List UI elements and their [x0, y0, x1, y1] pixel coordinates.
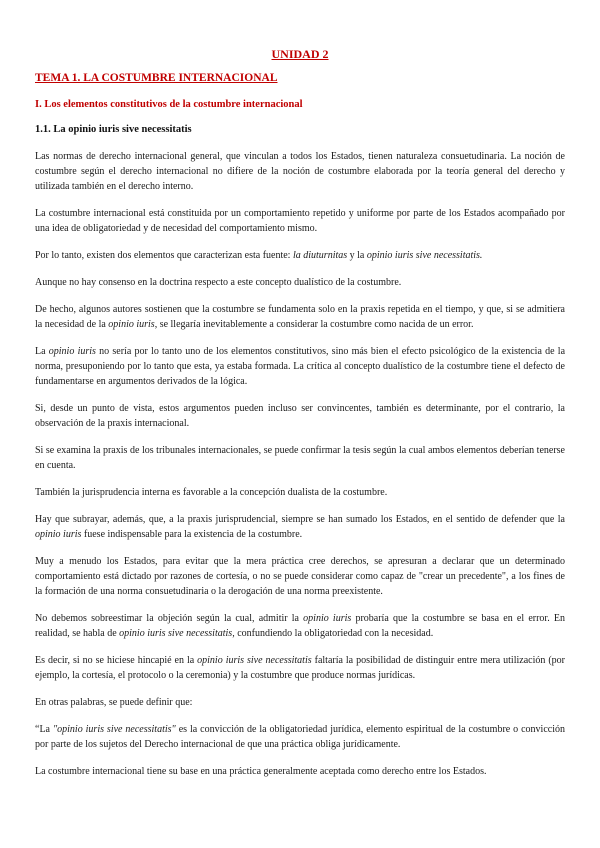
- section-title: I. Los elementos constitutivos de la costumbre internacional: [35, 99, 303, 110]
- paragraph-2: La costumbre internacional está constituida por un comportamiento repetido y uniforme por parte de los Estados acompañado por una idea de obligatoriedad y de necesidad del comportamiento mismo.: [35, 208, 565, 234]
- subsection-title: 1.1. La opinio iuris sive necessitatis: [35, 124, 192, 135]
- paragraph-5: De hecho, algunos autores sostienen que la costumbre se fundamenta solo en la praxis repetida en el tiempo, y que, si se admitiera la necesidad de la opinio iuris, se llegaría inevitablemente a considerar la costumbre como nacida de un error.: [35, 304, 565, 330]
- topic-title: TEMA 1. LA COSTUMBRE INTERNACIONAL: [35, 72, 278, 84]
- paragraph-16: La costumbre internacional tiene su base en una práctica generalmente aceptada como derecho entre los Estados.: [35, 766, 487, 777]
- paragraph-3: Por lo tanto, existen dos elementos que caracterizan esta fuente: la diuturnitas y la opinio iuris sive necessitatis.: [35, 250, 483, 261]
- paragraph-15: “La "opinio iuris sive necessitatis" es la convicción de la obligatoriedad jurídica, elemento espiritual de la costumbre o convicción por parte de los sujetos del Derecho internacional de que una práctica obliga jurídicamente.: [35, 724, 565, 750]
- unit-title: UNIDAD 2: [271, 47, 329, 61]
- document-body: [35, 149, 565, 791]
- paragraph-10: Hay que subrayar, además, que, a la praxis jurisprudencial, siempre se han sumado los Estados, en el sentido de defender que la opinio iuris fuese indispensable para la existencia de la costumbre.: [35, 514, 565, 540]
- paragraph-7: Si, desde un punto de vista, estos argumentos pueden incluso ser convincentes, también es determinante, por el contrario, la observación de la praxis internacional.: [35, 403, 565, 429]
- paragraph-9: También la jurisprudencia interna es favorable a la concepción dualista de la costumbre.: [35, 487, 388, 498]
- paragraph-12: No debemos sobreestimar la objeción según la cual, admitir la opinio iuris probaría que la costumbre se basa en el error. En realidad, se habla de opinio iuris sive necessitatis, confundiendo la obligatoriedad con la necesidad.: [35, 613, 565, 639]
- paragraph-8: Si se examina la praxis de los tribunales internacionales, se puede confirmar la tesis según la cual ambos elementos deberían tenerse en cuenta.: [35, 445, 565, 471]
- paragraph-6: La opinio iuris no sería por lo tanto uno de los elementos constitutivos, sino más bien el efecto psicológico de la existencia de la norma, presuponiendo por lo tanto que esta, ya estaba formada. La crítica al concepto dualístico de la costumbre tiene el defecto de fundamentarse en argumentos derivados de la lógica.: [35, 346, 566, 387]
- paragraph-14: En otras palabras, se puede definir que:: [35, 697, 193, 708]
- paragraph-11: Muy a menudo los Estados, para evitar que la mera práctica cree derechos, se apresuran a declarar que un determinado comportamiento está dictado por razones de cortesía, o no se puede considerar como capaz de "crear un precedente", a los fines de la formación de una norma consuetudinaria o la derogación de una norma preexistente.: [35, 556, 565, 597]
- paragraph-1: Las normas de derecho internacional general, que vinculan a todos los Estados, tienen naturaleza consuetudinaria. La noción de costumbre según el derecho internacional no difiere de la noción de costumbre elaborada por la teoría general del derecho y utilizada también en el derecho interno.: [35, 151, 565, 192]
- paragraph-13: Es decir, si no se hiciese hincapié en la opinio iuris sive necessitatis faltaría la posibilidad de distinguir entre mera utilización (por ejemplo, la cortesía, el protocolo o la ceremonia) y la costumbre que produce normas jurídicas.: [35, 655, 565, 681]
- paragraph-4: Aunque no hay consenso en la doctrina respecto a este concepto dualístico de la costumbre.: [35, 277, 402, 288]
